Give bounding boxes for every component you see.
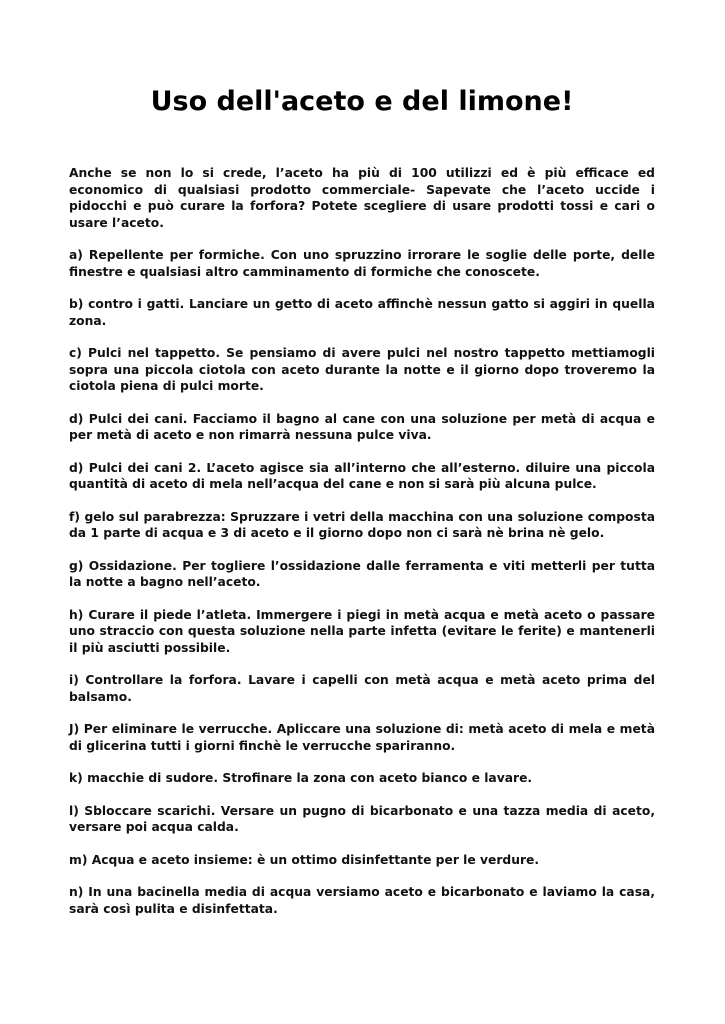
tip-sweat-stains-paragraph: k) macchie di sudore. Strofinare la zona con aceto bianco e lavare.	[69, 771, 533, 785]
tip-ants-paragraph: a) Repellente per formiche. Con uno spruzzino irrorare le soglie delle porte, delle finestre e qualsiasi altro camminamento di formiche che conoscete.	[69, 248, 655, 279]
tip-dog-fleas-paragraph: d) Pulci dei cani. Facciamo il bagno al cane con una soluzione per metà di acqua e per metà di aceto e non rimarrà nessuna pulce viva.	[69, 411, 655, 442]
document-body	[69, 165, 655, 933]
tip-dog-fleas-2-paragraph: d) Pulci dei cani 2. L’aceto agisce sia all’interno che all’esterno. diluire una piccola quantità di aceto di mela nell’acqua del cane e non si sarà più alcuna pulce.	[69, 460, 655, 491]
tip-drains-paragraph: l) Sbloccare scarichi. Versare un pugno di bicarbonato e una tazza media di aceto, versare poi acqua calda.	[69, 803, 655, 834]
tip-dandruff-paragraph: i) Controllare la forfora. Lavare i capelli con metà acqua e metà aceto prima del balsamo.	[69, 673, 655, 704]
tip-warts-paragraph: J) Per eliminare le verrucche. Apliccare una soluzione di: metà aceto di mela e metà di glicerina tutti i giorni finchè le verrucche spariranno.	[69, 722, 655, 753]
tip-cats-paragraph: b) contro i gatti. Lanciare un getto di aceto affinchè nessun gatto si aggiri in quella zona.	[69, 297, 655, 328]
document-title: Uso dell'aceto e del limone!	[150, 86, 574, 117]
tip-vegetables-paragraph: m) Acqua e aceto insieme: è un ottimo disinfettante per le verdure.	[69, 852, 540, 867]
intro-paragraph: Anche se non lo si crede, l’aceto ha più di 100 utilizzi ed è più efficace ed economico di qualsiasi prodotto commerciale- Sapevate che l’aceto uccide i pidocchi e può curare la forfora? Potete scegliere di usare prodotti tossi e cari o usare l’aceto.	[69, 166, 655, 230]
tip-house-cleaning-paragraph: n) In una bacinella media di acqua versiamo aceto e bicarbonato e laviamo la casa, sarà così pulita e disinfettata.	[69, 885, 655, 916]
tip-athletes-foot-paragraph: h) Curare il piede l’atleta. Immergere i piegi in metà acqua e metà aceto o passare uno straccio con questa soluzione nella parte infetta (evitare le ferite) e mantenerli il più asciutti possibile.	[69, 607, 655, 655]
tip-windshield-frost-paragraph: f) gelo sul parabrezza: Spruzzare i vetri della macchina con una soluzione composta da 1 parte di acqua e 3 di aceto e il giorno dopo non ci sarà nè brina nè gelo.	[69, 509, 655, 540]
tip-oxidation-paragraph: g) Ossidazione. Per togliere l’ossidazione dalle ferramenta e viti metterli per tutta la notte a bagno nell’aceto.	[69, 558, 655, 589]
tip-carpet-fleas-paragraph: c) Pulci nel tappetto. Se pensiamo di avere pulci nel nostro tappetto mettiamogli sopra una piccola ciotola con aceto durante la notte e il giorno dopo troveremo la ciotola piena di pulci morte.	[69, 346, 655, 393]
